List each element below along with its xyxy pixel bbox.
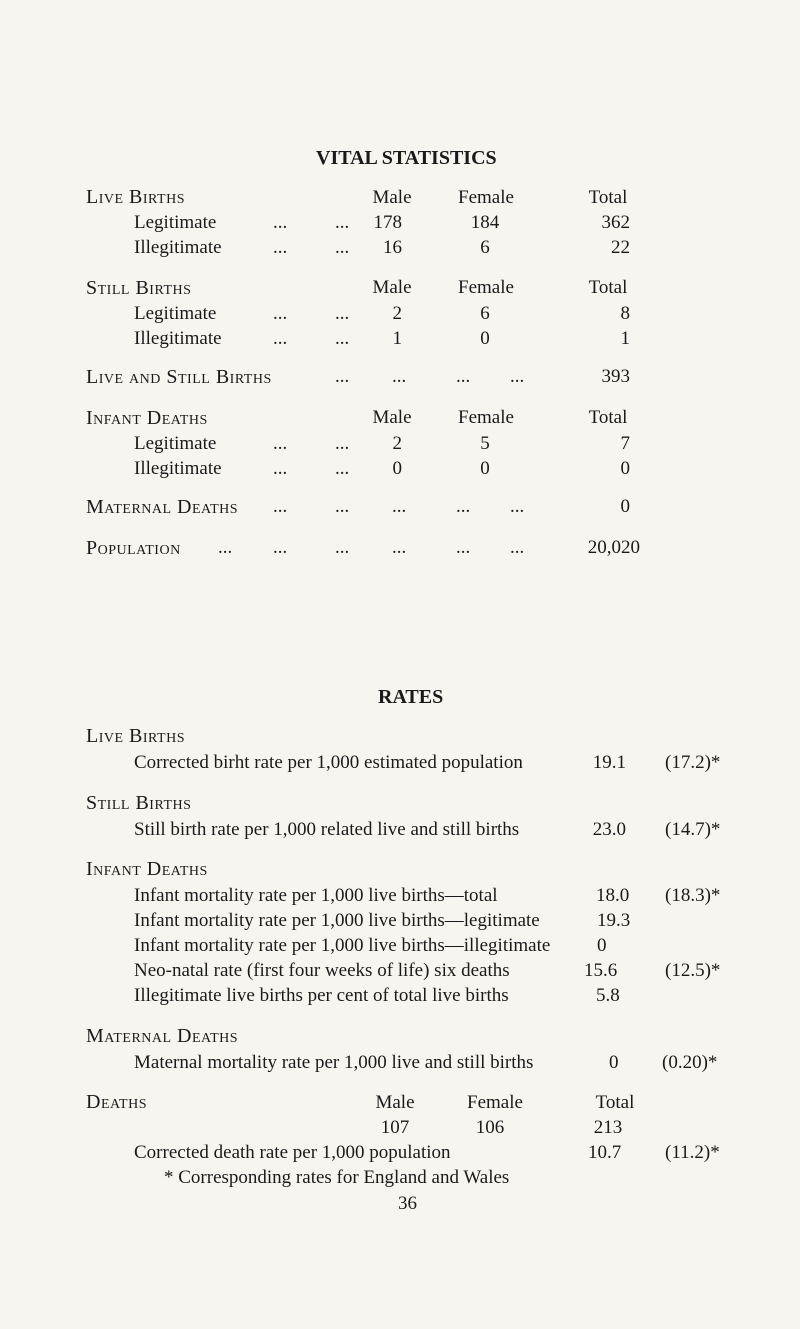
rate-description: Neo-natal rate (first four weeks of life) six deaths bbox=[134, 960, 510, 981]
col-male: Male bbox=[375, 1092, 415, 1113]
infant-deaths-heading: Infant Deaths bbox=[86, 858, 208, 880]
rate-value: 5.8 bbox=[596, 985, 620, 1006]
rate-value: 23.0 bbox=[592, 819, 626, 840]
rate-value: 19.3 bbox=[597, 910, 631, 931]
col-female: Female bbox=[458, 277, 514, 298]
leader-dots: ... bbox=[273, 303, 288, 324]
leader-dots: ... bbox=[456, 496, 471, 517]
leader-dots: ... bbox=[335, 496, 350, 517]
male-value: 178 bbox=[373, 212, 402, 233]
leader-dots: ... bbox=[273, 212, 288, 233]
deaths-total-value: 213 bbox=[593, 1117, 623, 1138]
male-value: 0 bbox=[392, 458, 402, 479]
total-value: 7 bbox=[620, 433, 630, 454]
leader-dots: ... bbox=[510, 537, 525, 558]
leader-dots: ... bbox=[510, 496, 525, 517]
female-value: 0 bbox=[480, 328, 490, 349]
comparison-rate: (12.5)* bbox=[665, 960, 721, 981]
leader-dots: ... bbox=[456, 366, 471, 387]
leader-dots: ... bbox=[335, 366, 350, 387]
col-male: Male bbox=[372, 407, 412, 428]
maternal-deaths-label: Maternal Deaths bbox=[86, 496, 239, 518]
female-value: 0 bbox=[480, 458, 490, 479]
col-female: Female bbox=[458, 187, 514, 208]
col-female: Female bbox=[458, 407, 514, 428]
rate-description: Still birth rate per 1,000 related live and still births bbox=[134, 819, 520, 840]
rate-value: 19.1 bbox=[592, 752, 626, 773]
row-label: Legitimate bbox=[134, 433, 217, 454]
col-total: Total bbox=[595, 1092, 635, 1113]
rate-description: Corrected death rate per 1,000 population bbox=[134, 1142, 451, 1163]
vital-statistics-title: VITAL STATISTICS bbox=[316, 147, 497, 169]
rate-description: Maternal mortality rate per 1,000 live and still births bbox=[134, 1052, 534, 1073]
deaths-male-value: 107 bbox=[380, 1117, 410, 1138]
leader-dots: ... bbox=[218, 537, 233, 558]
leader-dots: ... bbox=[392, 496, 407, 517]
deaths-female-value: 106 bbox=[475, 1117, 505, 1138]
leader-dots: ... bbox=[273, 537, 288, 558]
female-value: 6 bbox=[480, 237, 490, 258]
male-value: 2 bbox=[392, 433, 402, 454]
still-births-heading: Still Births bbox=[86, 792, 192, 814]
female-value: 5 bbox=[480, 433, 490, 454]
infant-deaths-heading: Infant Deaths bbox=[86, 407, 208, 429]
rate-value: 0 bbox=[597, 935, 607, 956]
leader-dots: ... bbox=[456, 537, 471, 558]
total-value: 22 bbox=[611, 237, 630, 258]
col-female: Female bbox=[467, 1092, 523, 1113]
deaths-heading: Deaths bbox=[86, 1091, 148, 1113]
col-total: Total bbox=[588, 187, 628, 208]
rates-title: RATES bbox=[378, 686, 444, 708]
row-label: Illegitimate bbox=[134, 237, 222, 258]
rate-description: Infant mortality rate per 1,000 live births—total bbox=[134, 885, 498, 906]
rate-value: 0 bbox=[609, 1052, 619, 1073]
leader-dots: ... bbox=[335, 537, 350, 558]
col-total: Total bbox=[588, 277, 628, 298]
rate-description: Illegitimate live births per cent of total live births bbox=[134, 985, 509, 1006]
leader-dots: ... bbox=[335, 237, 350, 258]
total-value: 393 bbox=[601, 366, 630, 387]
leader-dots: ... bbox=[273, 458, 288, 479]
col-male: Male bbox=[372, 187, 412, 208]
comparison-rate: (17.2)* bbox=[665, 752, 721, 773]
rate-description: Infant mortality rate per 1,000 live births—illegitimate bbox=[134, 935, 551, 956]
rate-description: Infant mortality rate per 1,000 live births—legitimate bbox=[134, 910, 540, 931]
leader-dots: ... bbox=[510, 366, 525, 387]
rate-value: 18.0 bbox=[596, 885, 630, 906]
male-value: 2 bbox=[392, 303, 402, 324]
live-births-heading: Live Births bbox=[86, 186, 185, 208]
male-value: 16 bbox=[383, 237, 402, 258]
leader-dots: ... bbox=[392, 366, 407, 387]
leader-dots: ... bbox=[273, 433, 288, 454]
leader-dots: ... bbox=[335, 433, 350, 454]
col-male: Male bbox=[372, 277, 412, 298]
leader-dots: ... bbox=[335, 328, 350, 349]
leader-dots: ... bbox=[273, 496, 288, 517]
rate-value: 15.6 bbox=[584, 960, 618, 981]
rate-value: 10.7 bbox=[588, 1142, 622, 1163]
population-label: Population bbox=[86, 537, 181, 559]
maternal-deaths-heading: Maternal Deaths bbox=[86, 1025, 239, 1047]
rate-description: Corrected birht rate per 1,000 estimated population bbox=[134, 752, 523, 773]
row-label: Legitimate bbox=[134, 303, 217, 324]
male-value: 1 bbox=[392, 328, 402, 349]
female-value: 6 bbox=[480, 303, 490, 324]
col-total: Total bbox=[588, 407, 628, 428]
footnote: * Corresponding rates for England and Wales bbox=[164, 1167, 510, 1188]
leader-dots: ... bbox=[273, 237, 288, 258]
total-value: 1 bbox=[620, 328, 630, 349]
total-value: 8 bbox=[620, 303, 630, 324]
total-value: 362 bbox=[601, 212, 630, 233]
comparison-rate: (0.20)* bbox=[662, 1052, 718, 1073]
leader-dots: ... bbox=[335, 212, 350, 233]
page-number: 36 bbox=[398, 1193, 417, 1214]
leader-dots: ... bbox=[335, 303, 350, 324]
row-label: Illegitimate bbox=[134, 328, 222, 349]
row-label: Illegitimate bbox=[134, 458, 222, 479]
leader-dots: ... bbox=[335, 458, 350, 479]
leader-dots: ... bbox=[273, 328, 288, 349]
live-and-still-births-label: Live and Still Births bbox=[86, 366, 272, 388]
comparison-rate: (11.2)* bbox=[665, 1142, 720, 1163]
female-value: 184 bbox=[470, 212, 500, 233]
total-value: 0 bbox=[620, 496, 630, 517]
still-births-heading: Still Births bbox=[86, 277, 192, 299]
leader-dots: ... bbox=[392, 537, 407, 558]
total-value: 0 bbox=[620, 458, 630, 479]
total-value: 20,020 bbox=[587, 537, 640, 558]
comparison-rate: (18.3)* bbox=[665, 885, 721, 906]
row-label: Legitimate bbox=[134, 212, 217, 233]
live-births-heading: Live Births bbox=[86, 725, 185, 747]
comparison-rate: (14.7)* bbox=[665, 819, 721, 840]
